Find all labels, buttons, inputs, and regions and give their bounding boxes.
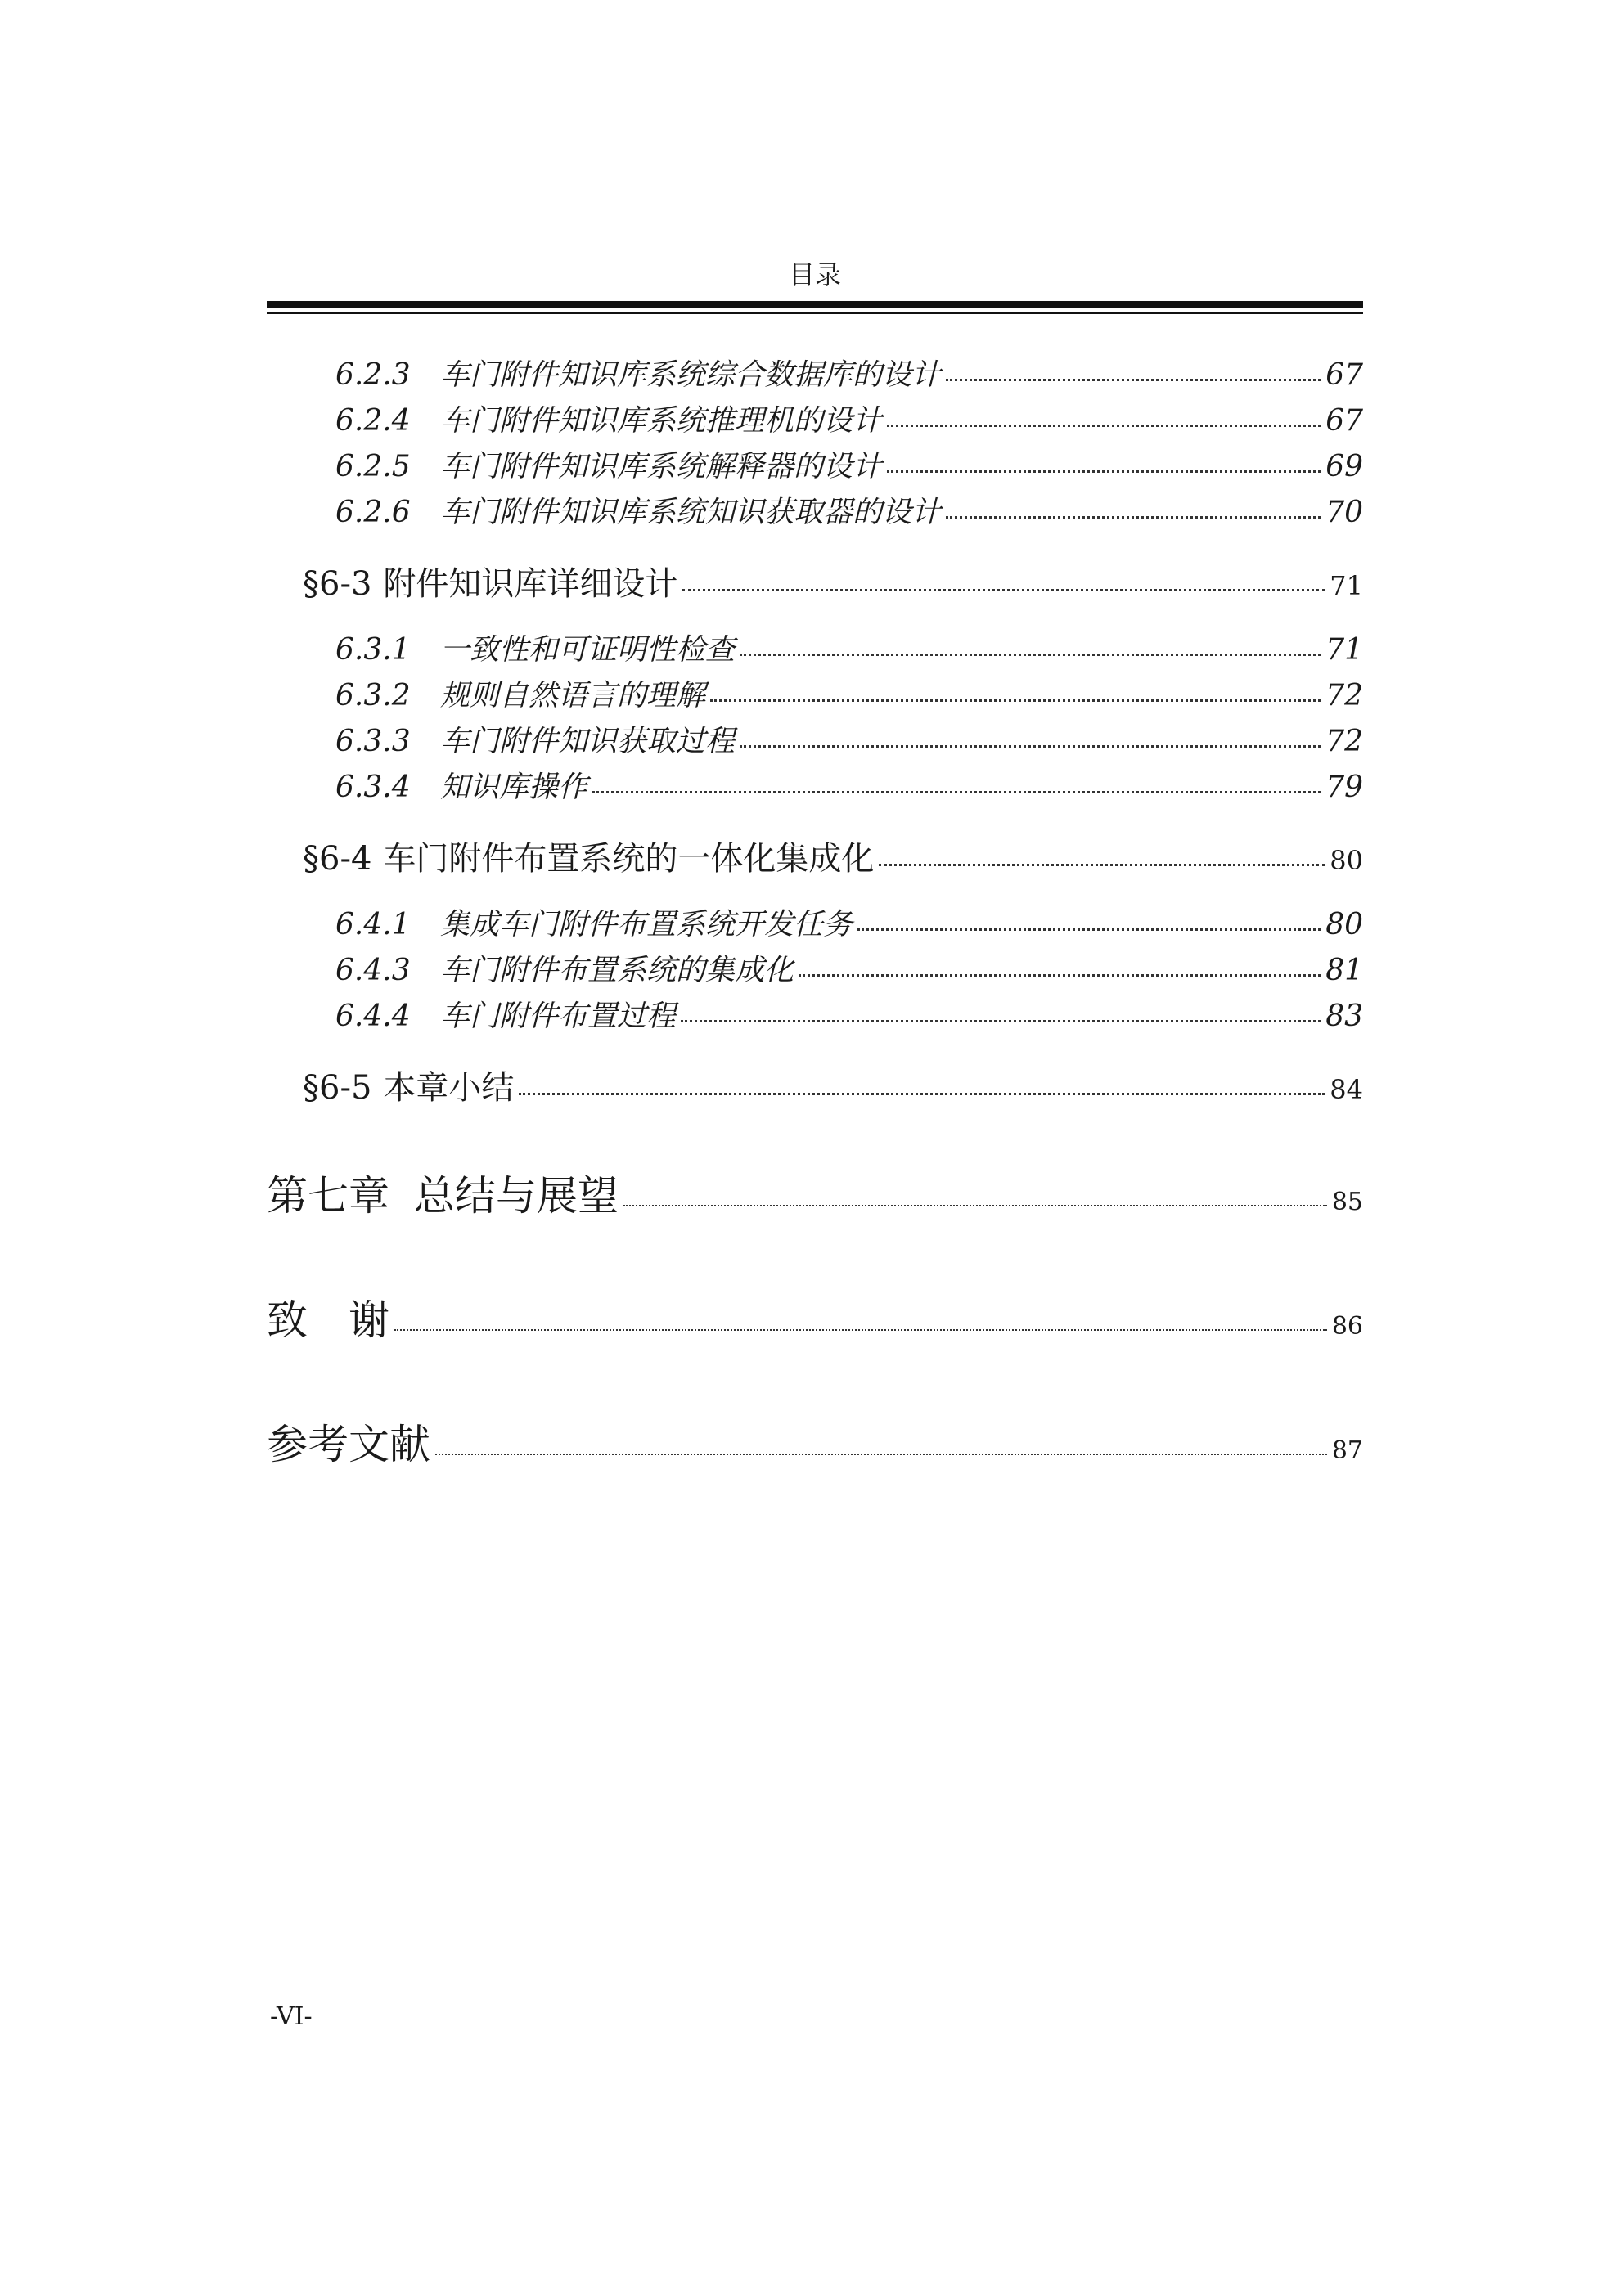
toc-title: 一致性和可证明性检查 <box>440 633 736 667</box>
toc-number: 6.2.6 <box>335 496 411 529</box>
toc-title: 参考文献 <box>267 1421 430 1468</box>
toc-page: 84 <box>1330 1074 1363 1105</box>
toc-page: 67 <box>1325 358 1363 392</box>
toc-number: 6.3.3 <box>335 725 411 758</box>
toc-page: 69 <box>1325 450 1363 483</box>
header-rule-thick <box>267 301 1363 308</box>
toc-leader <box>887 425 1321 427</box>
toc-number: 6.3.2 <box>335 679 411 712</box>
toc-page: 72 <box>1325 679 1363 712</box>
toc-number: 6.2.3 <box>335 358 411 392</box>
toc-entry-6-4-4[interactable] <box>335 993 1363 1035</box>
toc-leader <box>681 1020 1321 1022</box>
toc-leader <box>946 516 1321 519</box>
toc-leader <box>740 745 1321 748</box>
toc-title: 总结与展望 <box>414 1172 619 1220</box>
toc-title: 车门附件布置过程 <box>440 1000 677 1033</box>
toc-page: 80 <box>1330 845 1363 876</box>
toc-leader <box>887 470 1321 473</box>
toc-number: §6-3 <box>303 565 372 603</box>
toc-leader <box>857 928 1321 931</box>
toc-page: 67 <box>1325 404 1363 438</box>
toc-number: 6.4.3 <box>335 954 411 987</box>
toc-entry-section-6-3[interactable] <box>303 558 1363 604</box>
toc-leader <box>682 589 1325 591</box>
toc-page: 87 <box>1331 1436 1363 1465</box>
toc-leader <box>623 1205 1327 1206</box>
page-number-footer: -VI- <box>270 2002 313 2031</box>
toc-title: 车门附件布置系统的集成化 <box>440 954 794 987</box>
toc-entry-6-3-1[interactable] <box>335 627 1363 668</box>
toc-entry-6-2-4[interactable] <box>335 398 1363 439</box>
toc-entry-section-6-5[interactable] <box>303 1062 1363 1108</box>
toc-title: 致 谢 <box>267 1296 389 1344</box>
toc-title: 集成车门附件布置系统开发任务 <box>440 908 853 941</box>
toc-title: 车门附件知识库系统推理机的设计 <box>440 404 883 438</box>
header-rule-thin <box>267 312 1363 314</box>
toc-number: §6-4 <box>303 840 372 878</box>
toc-number: 6.4.4 <box>335 1000 411 1033</box>
toc-leader <box>879 864 1325 866</box>
toc-page: 86 <box>1331 1312 1363 1341</box>
toc-number: §6-5 <box>303 1069 372 1107</box>
toc-entry-section-6-4[interactable] <box>303 833 1363 879</box>
toc-page: 81 <box>1325 954 1363 987</box>
toc-entry-6-2-3[interactable] <box>335 352 1363 393</box>
toc-entry-6-4-1[interactable] <box>335 901 1363 943</box>
page-header-title: 目录 <box>788 259 841 290</box>
toc-entry-chapter-7[interactable] <box>267 1163 1363 1222</box>
toc-title: 规则自然语言的理解 <box>440 679 706 712</box>
toc-title: 车门附件知识库系统解释器的设计 <box>440 450 883 483</box>
toc-leader <box>435 1454 1327 1455</box>
toc-title: 车门附件知识库系统知识获取器的设计 <box>440 496 942 529</box>
toc-entry-acknowledgements[interactable] <box>267 1287 1363 1346</box>
toc-title: 本章小结 <box>383 1069 515 1107</box>
toc-title: 车门附件知识库系统综合数据库的设计 <box>440 358 942 392</box>
toc-number: 6.4.1 <box>335 908 411 941</box>
toc-leader <box>799 974 1321 977</box>
toc-title: 知识库操作 <box>440 771 588 804</box>
toc-page: 70 <box>1325 496 1363 529</box>
toc-number: 6.2.4 <box>335 404 411 438</box>
toc-title: 车门附件布置系统的一体化集成化 <box>383 840 875 878</box>
toc-title: 车门附件知识获取过程 <box>440 725 736 758</box>
toc-entry-6-2-5[interactable] <box>335 443 1363 485</box>
toc-entry-references[interactable] <box>267 1412 1363 1471</box>
toc-page: 79 <box>1325 771 1363 804</box>
toc-number: 6.3.4 <box>335 771 411 804</box>
toc-number: 6.3.1 <box>335 633 411 667</box>
toc-page: 80 <box>1325 908 1363 941</box>
toc-page: 71 <box>1330 570 1363 601</box>
toc-page: 72 <box>1325 725 1363 758</box>
toc-entry-6-2-6[interactable] <box>335 489 1363 531</box>
toc-number: 第七章 <box>267 1172 389 1220</box>
toc-entry-6-4-3[interactable] <box>335 947 1363 989</box>
toc-leader <box>946 379 1321 381</box>
toc-leader <box>710 699 1321 702</box>
toc-leader <box>519 1093 1325 1095</box>
toc-number: 6.2.5 <box>335 450 411 483</box>
toc-page: 71 <box>1325 633 1363 667</box>
toc-leader <box>394 1329 1327 1331</box>
toc-entry-6-3-3[interactable] <box>335 718 1363 760</box>
toc-page: 85 <box>1331 1188 1363 1216</box>
toc-entry-6-3-2[interactable] <box>335 672 1363 714</box>
toc-title: 附件知识库详细设计 <box>383 565 678 603</box>
toc-leader <box>740 654 1321 656</box>
toc-entry-6-3-4[interactable] <box>335 764 1363 806</box>
toc-leader <box>592 791 1321 793</box>
toc-page: 83 <box>1325 1000 1363 1033</box>
